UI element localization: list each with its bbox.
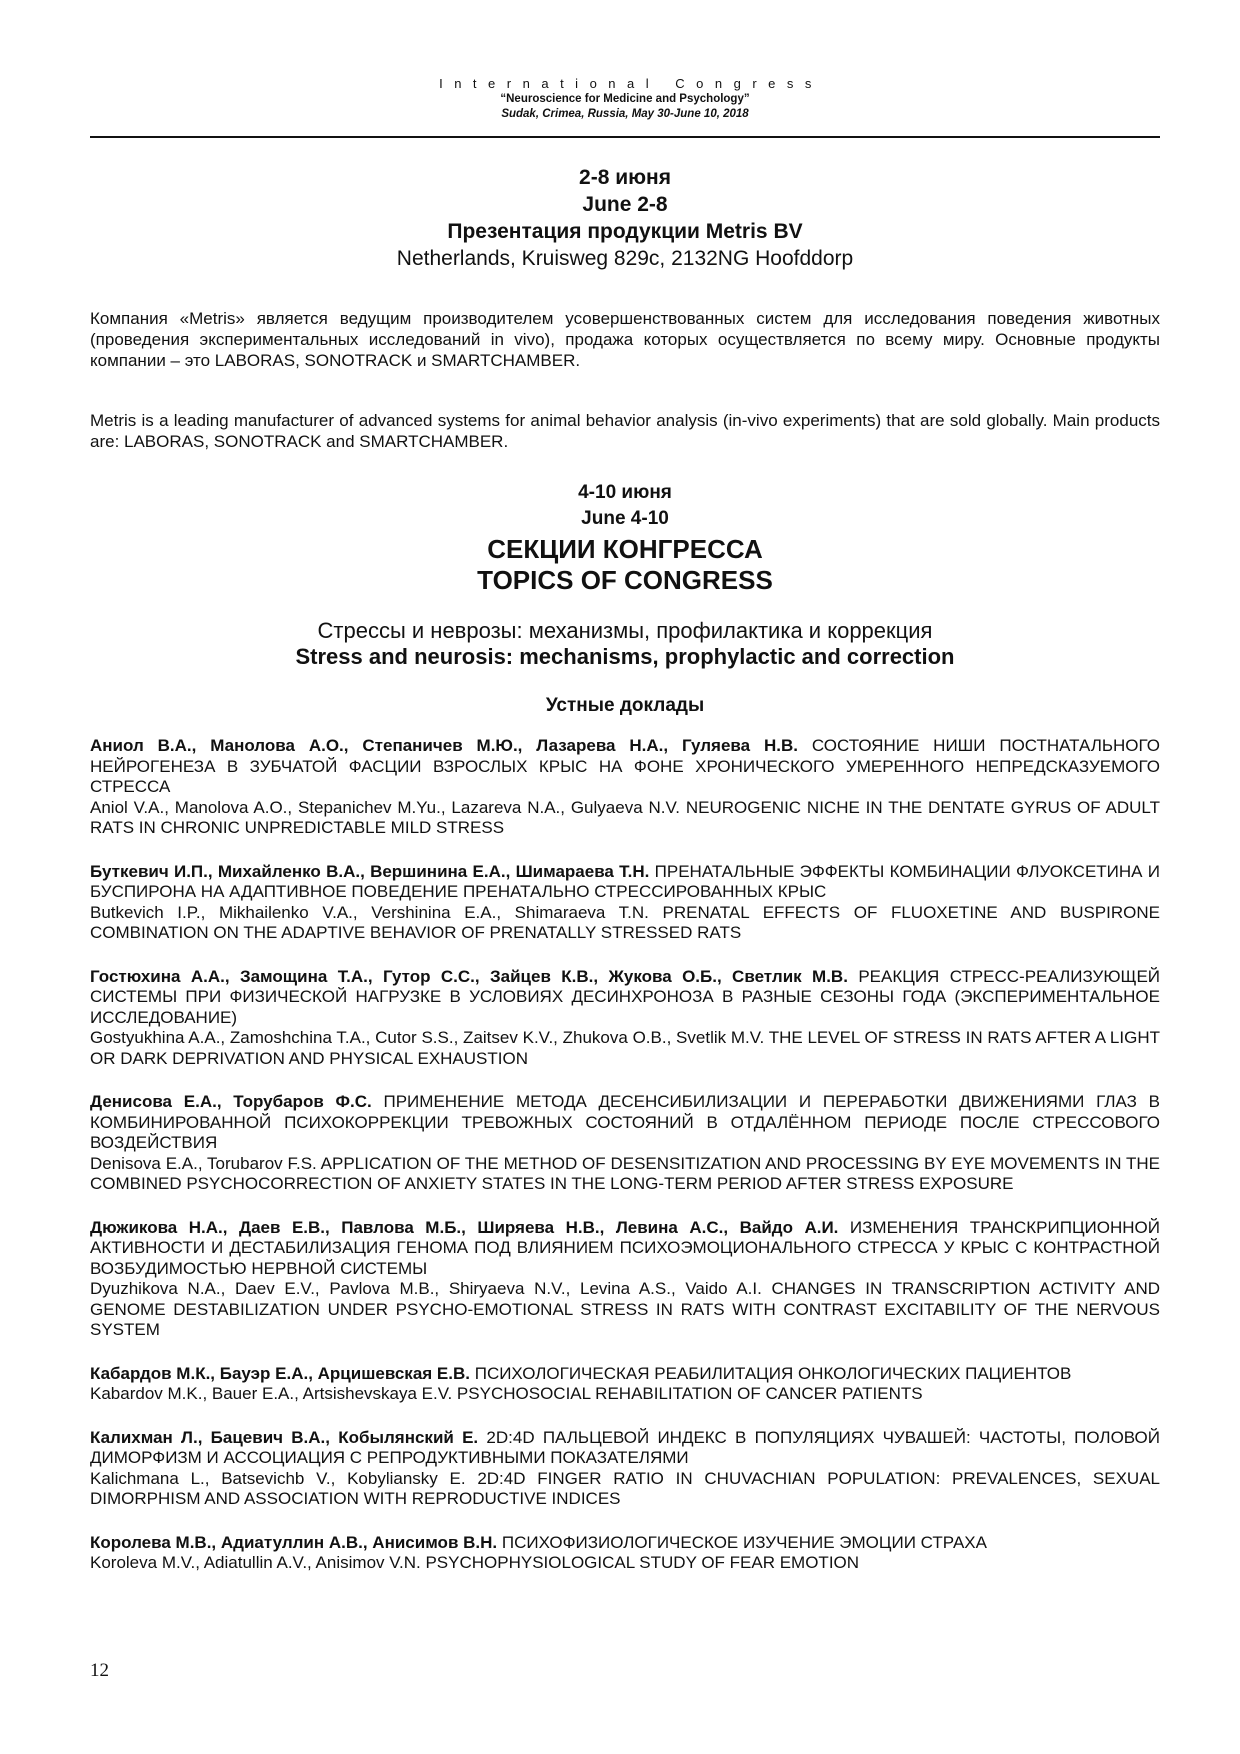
entry-en: Aniol V.A., Manolova A.O., Stepanichev M.Yu., Lazareva N.A., Gulyaeva N.V. NEUROGENIC NICHE IN THE DENTATE GYRUS OF ADULT RATS IN CHRONIC UNPREDICTABLE MILD STRESS: [90, 797, 1160, 837]
list-item: [90, 967, 1160, 1070]
topic-title-ru: Стрессы и неврозы: механизмы, профилактика и коррекция: [317, 618, 933, 643]
section-title-ru: СЕКЦИИ КОНГРЕССА: [487, 534, 763, 564]
entry-en: Denisova E.A., Torubarov F.S. APPLICATION OF THE METHOD OF DESENSITIZATION AND PROCESSING BY EYE MOVEMENTS IN THE COMBINED PSYCHOCORRECTION OF ANXIETY STATES IN THE LONG-TERM PERIOD AFTER STRESS EXPOSURE: [90, 1153, 1160, 1193]
entry-title-ru: ПСИХОФИЗИОЛОГИЧЕСКОЕ ИЗУЧЕНИЕ ЭМОЦИИ СТРАХА: [501, 1532, 987, 1552]
document-page: [90, 0, 1160, 1754]
event-date-en: June 2-8: [582, 193, 668, 216]
event-metris: [90, 164, 1160, 272]
entry-title-ru: ИЗМЕНЕНИЯ ТРАНСКРИПЦИОННОЙ АКТИВНОСТИ И ДЕСТАБИЛИЗАЦИЯ ГЕНОМА ПОД ВЛИЯНИЕМ ПСИХОЭМОЦИОНАЛЬНОГО СТРЕССА У КРЫС С КОНТРАСТНОЙ ВОЗБУДИМОСТЬЮ НЕРВНОЙ СИСТЕМЫ: [90, 1217, 1160, 1278]
section-date-ru: 4-10 июня: [578, 482, 672, 503]
entry-authors-ru: Денисова Е.А., Торубаров Ф.С.: [90, 1092, 372, 1111]
entry-title-ru: ПСИХОЛОГИЧЕСКАЯ РЕАБИЛИТАЦИЯ ОНКОЛОГИЧЕСКИХ ПАЦИЕНТОВ: [474, 1363, 1072, 1383]
entry-title-ru: РЕАКЦИЯ СТРЕСС-РЕАЛИЗУЮЩЕЙ СИСТЕМЫ ПРИ ФИЗИЧЕСКОЙ НАГРУЗКЕ В УСЛОВИЯХ ДЕСИНХРОНОЗА В РАЗНЫЕ СЕЗОНЫ ГОДА (ЭКСПЕРИМЕНТАЛЬНОЕ ИССЛЕДОВАНИЕ): [90, 966, 1161, 1027]
metris-description-en: Metris is a leading manufacturer of advanced systems for animal behavior analysis (in-vivo experiments) that are sold globally. Main products are: LABORAS, SONOTRACK and SMARTCHAMBER.: [90, 411, 1160, 451]
congress-location-date: Sudak, Crimea, Russia, May 30-June 10, 2018: [501, 108, 749, 120]
entry-en: Koroleva M.V., Adiatullin A.V., Anisimov V.N. PSYCHOPHYSIOLOGICAL STUDY OF FEAR EMOTION: [90, 1553, 860, 1572]
entry-authors-ru: Кабардов М.К., Бауэр Е.А., Арцишевская Е.В.: [90, 1363, 470, 1383]
section-title-en: TOPICS OF CONGRESS: [477, 565, 773, 595]
abstract-list: [90, 736, 1160, 1597]
list-item: [90, 1428, 1160, 1510]
event-address: Netherlands, Kruisweg 829c, 2132NG Hoofddorp: [396, 247, 854, 270]
list-item: [90, 1092, 1160, 1195]
list-item: [90, 1364, 1160, 1405]
entry-authors-ru: Королева М.В., Адиатуллин А.В., Анисимов В.Н.: [90, 1532, 498, 1552]
entry-title-ru: 2D:4D ПАЛЬЦЕВОЙ ИНДЕКС В ПОПУЛЯЦИЯХ ЧУВАШЕЙ: ЧАСТОТЫ, ПОЛОВОЙ ДИМОРФИЗМ И АССОЦИАЦИЯ С РЕПРОДУКТИВНЫМИ ПОКАЗАТЕЛЯМИ: [90, 1427, 1161, 1467]
entry-title-ru: СОСТОЯНИЕ НИШИ ПОСТНАТАЛЬНОГО НЕЙРОГЕНЕЗА В ЗУБЧАТОЙ ФАСЦИИ ВЗРОСЛЫХ КРЫС НА ФОНЕ ХРОНИЧЕСКОГО УМЕРЕННОГО НЕПРЕДСКАЗУЕМОГО СТРЕССА: [90, 736, 1160, 796]
congress-title: International Congress: [439, 76, 823, 91]
entry-en: Butkevich I.P., Mikhailenko V.A., Vershinina E.A., Shimaraeva T.N. PRENATAL EFFECTS OF FLUOXETINE AND BUSPIRONE COMBINATION ON THE ADAPTIVE BEHAVIOR OF PRENATALLY STRESSED RATS: [90, 902, 1160, 942]
running-header: [90, 76, 1160, 122]
entry-title-ru: ПРЕНАТАЛЬНЫЕ ЭФФЕКТЫ КОМБИНАЦИИ ФЛУОКСЕТИНА И БУСПИРОНА НА АДАПТИВНОЕ ПОВЕДЕНИЕ ПРЕНАТАЛЬНО СТРЕССИРОВАННЫХ КРЫС: [90, 861, 1161, 901]
entry-en: Kalichmana L., Batsevichb V., Kobyliansky E. 2D:4D FINGER RATIO IN CHUVACHIAN POPULATION: PREVALENCES, SEXUAL DIMORPHISM AND ASSOCIATION WITH REPRODUCTIVE INDICES: [90, 1468, 1160, 1508]
entry-authors-ru: Буткевич И.П., Михайленко В.А., Вершинина Е.А., Шимараева Т.Н.: [90, 861, 650, 881]
congress-subtitle: “Neuroscience for Medicine and Psychology”: [500, 93, 750, 105]
list-item: [90, 1218, 1160, 1341]
entry-authors-ru: Дюжикова Н.А., Даев Е.В., Павлова М.Б., Ширяева Н.В., Левина А.С., Вайдо А.И.: [90, 1217, 839, 1237]
topic-heading: [90, 618, 1160, 670]
metris-description-ru: Компания «Metris» является ведущим производителем усовершенствованных систем для исследования поведения животных (проведения экспериментальных исследований in vivo), продажа которых осуществляется по всему миру. Основные продукты компании – это LABORAS, SONOTRACK и SMARTCHAMBER.: [90, 309, 1160, 370]
entry-en: Gostyukhina A.A., Zamoshchina T.A., Cutor S.S., Zaitsev K.V., Zhukova O.B., Svetlik M.V. THE LEVEL OF STRESS IN RATS AFTER A LIGHT OR DARK DEPRIVATION AND PHYSICAL EXHAUSTION: [90, 1028, 1160, 1068]
event-date-ru: 2-8 июня: [579, 166, 671, 189]
entry-en: Kabardov M.K., Bauer E.A., Artsishevskaya E.V. PSYCHOSOCIAL REHABILITATION OF CANCER PATIENTS: [90, 1384, 923, 1403]
list-item: [90, 1533, 1160, 1574]
section-date-en: June 4-10: [581, 508, 669, 529]
list-item: [90, 862, 1160, 944]
entry-authors-ru: Аниол В.А., Манолова А.О., Степаничев М.Ю., Лазарева Н.А., Гуляева Н.В.: [90, 736, 798, 755]
entry-authors-ru: Гостюхина А.А., Замощина Т.А., Гутор С.С., Зайцев К.В., Жукова О.Б., Светлик М.В.: [90, 966, 848, 986]
oral-reports-heading: Устные доклады: [545, 695, 705, 716]
entry-en: Dyuzhikova N.A., Daev E.V., Pavlova M.B., Shiryaeva N.V., Levina A.S., Vaido A.I. CHANGES IN TRANSCRIPTION ACTIVITY AND GENOME DESTABILIZATION UNDER PSYCHO-EMOTIONAL STRESS IN RATS WITH CONTRAST EXCITABILITY OF THE NERVOUS SYSTEM: [90, 1279, 1160, 1339]
page-number: 12: [90, 1660, 109, 1681]
header-divider: [90, 136, 1160, 138]
event-title: Презентация продукции Metris BV: [447, 220, 803, 243]
section-heading: [90, 480, 1160, 596]
entry-title-ru: ПРИМЕНЕНИЕ МЕТОДА ДЕСЕНСИБИЛИЗАЦИИ И ПЕРЕРАБОТКИ ДВИЖЕНИЯМИ ГЛАЗ В КОМБИНИРОВАННОЙ ПСИХОКОРРЕКЦИИ ТРЕВОЖНЫХ СОСТОЯНИЙ В ОТДАЛЁННОМ ПЕРИОДЕ ПОСЛЕ СТРЕССОВОГО ВОЗДЕЙСТВИЯ: [90, 1092, 1160, 1152]
entry-authors-ru: Калихман Л., Бацевич В.А., Кобылянский Е.: [90, 1427, 479, 1447]
list-item: [90, 736, 1160, 839]
topic-title-en: Stress and neurosis: mechanisms, prophylactic and correction: [295, 644, 955, 669]
